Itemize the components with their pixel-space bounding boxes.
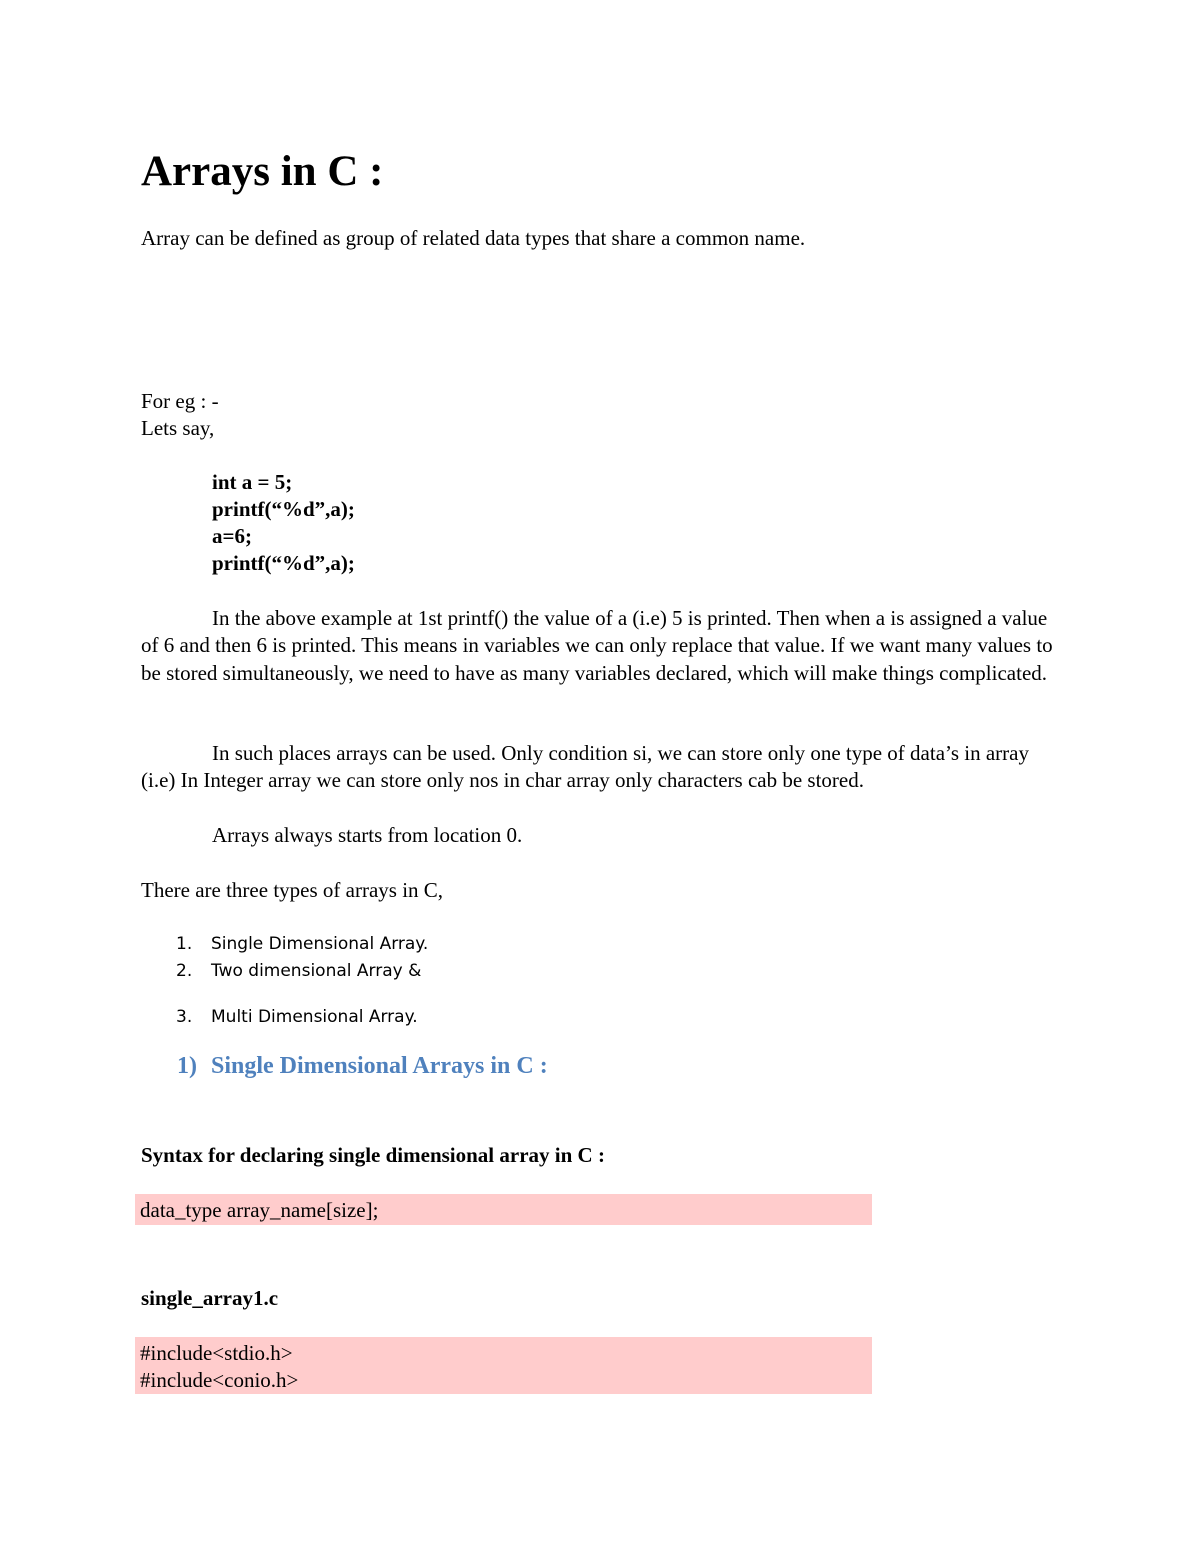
types-intro: There are three types of arrays in C, [141,878,444,902]
file-code-line: #include<stdio.h> [140,1341,293,1365]
list-item-text: Single Dimensional Array. [211,934,429,954]
file-code-line: #include<conio.h> [140,1368,299,1392]
file-name-label: single_array1.c [141,1286,279,1310]
file-code-block [135,1337,872,1394]
list-number: 3. [176,1007,193,1027]
list-item [176,960,421,982]
list-item-text: Multi Dimensional Array. [211,1007,418,1027]
code-line: a=6; [212,524,252,548]
list-item [176,933,428,955]
list-number: 2. [176,961,193,981]
section-heading [177,1050,548,1082]
definition-text: Array can be defined as group of related data types that share a common name. [141,226,806,250]
page-title: Arrays in C : [141,148,384,195]
syntax-code-block [135,1194,872,1225]
section-title: Single Dimensional Arrays in C : [211,1053,548,1079]
syntax-code-line: data_type array_name[size]; [140,1198,379,1222]
list-item [176,1006,418,1028]
list-item-text: Two dimensional Array & [211,961,422,981]
code-line: printf(“%d”,a); [212,551,355,575]
for-example-label: For eg : - [141,389,219,413]
list-number: 1. [176,934,193,954]
explanation-paragraph: Arrays always starts from location 0. [212,823,523,847]
code-line: int a = 5; [212,470,293,494]
code-line: printf(“%d”,a); [212,497,355,521]
lets-say-label: Lets say, [141,416,215,440]
syntax-label: Syntax for declaring single dimensional array in C : [141,1143,605,1167]
section-number: 1) [177,1053,197,1079]
explanation-paragraph: In such places arrays can be used. Only condition si, we can store only one type of data’s in array (i.e) In Integer array we can store only nos in char array only characters cab be stored. [141,741,1029,793]
explanation-paragraph: In the above example at 1st printf() the value of a (i.e) 5 is printed. Then when a is assigned a value of 6 and then 6 is printed. This means in variables we can only replace that value. If we want many values to be stored simultaneously, we need to have as many variables declared, which will make things complicated. [141,606,1053,685]
